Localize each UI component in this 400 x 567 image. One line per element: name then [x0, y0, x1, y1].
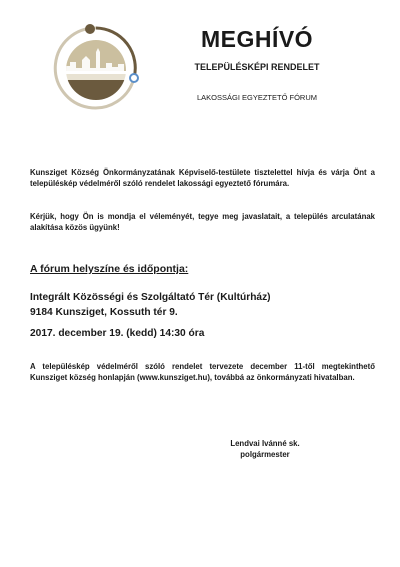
forum-label: LAKOSSÁGI EGYEZTETŐ FÓRUM [196, 93, 318, 102]
event-datetime: 2017. december 19. (kedd) 14:30 óra [30, 328, 205, 339]
invitation-title: MEGHÍVÓ [200, 26, 314, 52]
signature-block [210, 438, 320, 460]
document-subtitle: TELEPÜLÉSKÉPI RENDELET [194, 62, 320, 72]
venue-section-heading: A fórum helyszíne és időpontja: [30, 263, 189, 275]
signatory-name: Lendvai Ivánné sk. [230, 439, 300, 448]
venue-block [30, 290, 271, 320]
venue-address: 9184 Kunsziget, Kossuth tér 9. [30, 307, 178, 318]
draft-availability-paragraph: A településkép védelméről szóló rendelet tervezete december 11-től megtekinthető Kunsziget község honlapján (www.kunsziget.hu), továbbá az önkormányzati hivatalban. [30, 362, 375, 382]
signatory-title: polgármester [240, 450, 290, 459]
municipality-logo [50, 22, 142, 114]
venue-name: Integrált Közösségi és Szolgáltató Tér (Kultúrház) [30, 292, 271, 303]
invitation-paragraph: Kunsziget Község Önkormányzatának Képviselő-testülete tisztelettel hívja és várja Önt a településkép védelméről szóló rendelet lakossági egyeztető fórumára. [30, 168, 375, 188]
request-paragraph: Kérjük, hogy Ön is mondja el véleményét, tegye meg javaslatait, a település arculatának alakítása közös ügyünk! [30, 212, 375, 232]
